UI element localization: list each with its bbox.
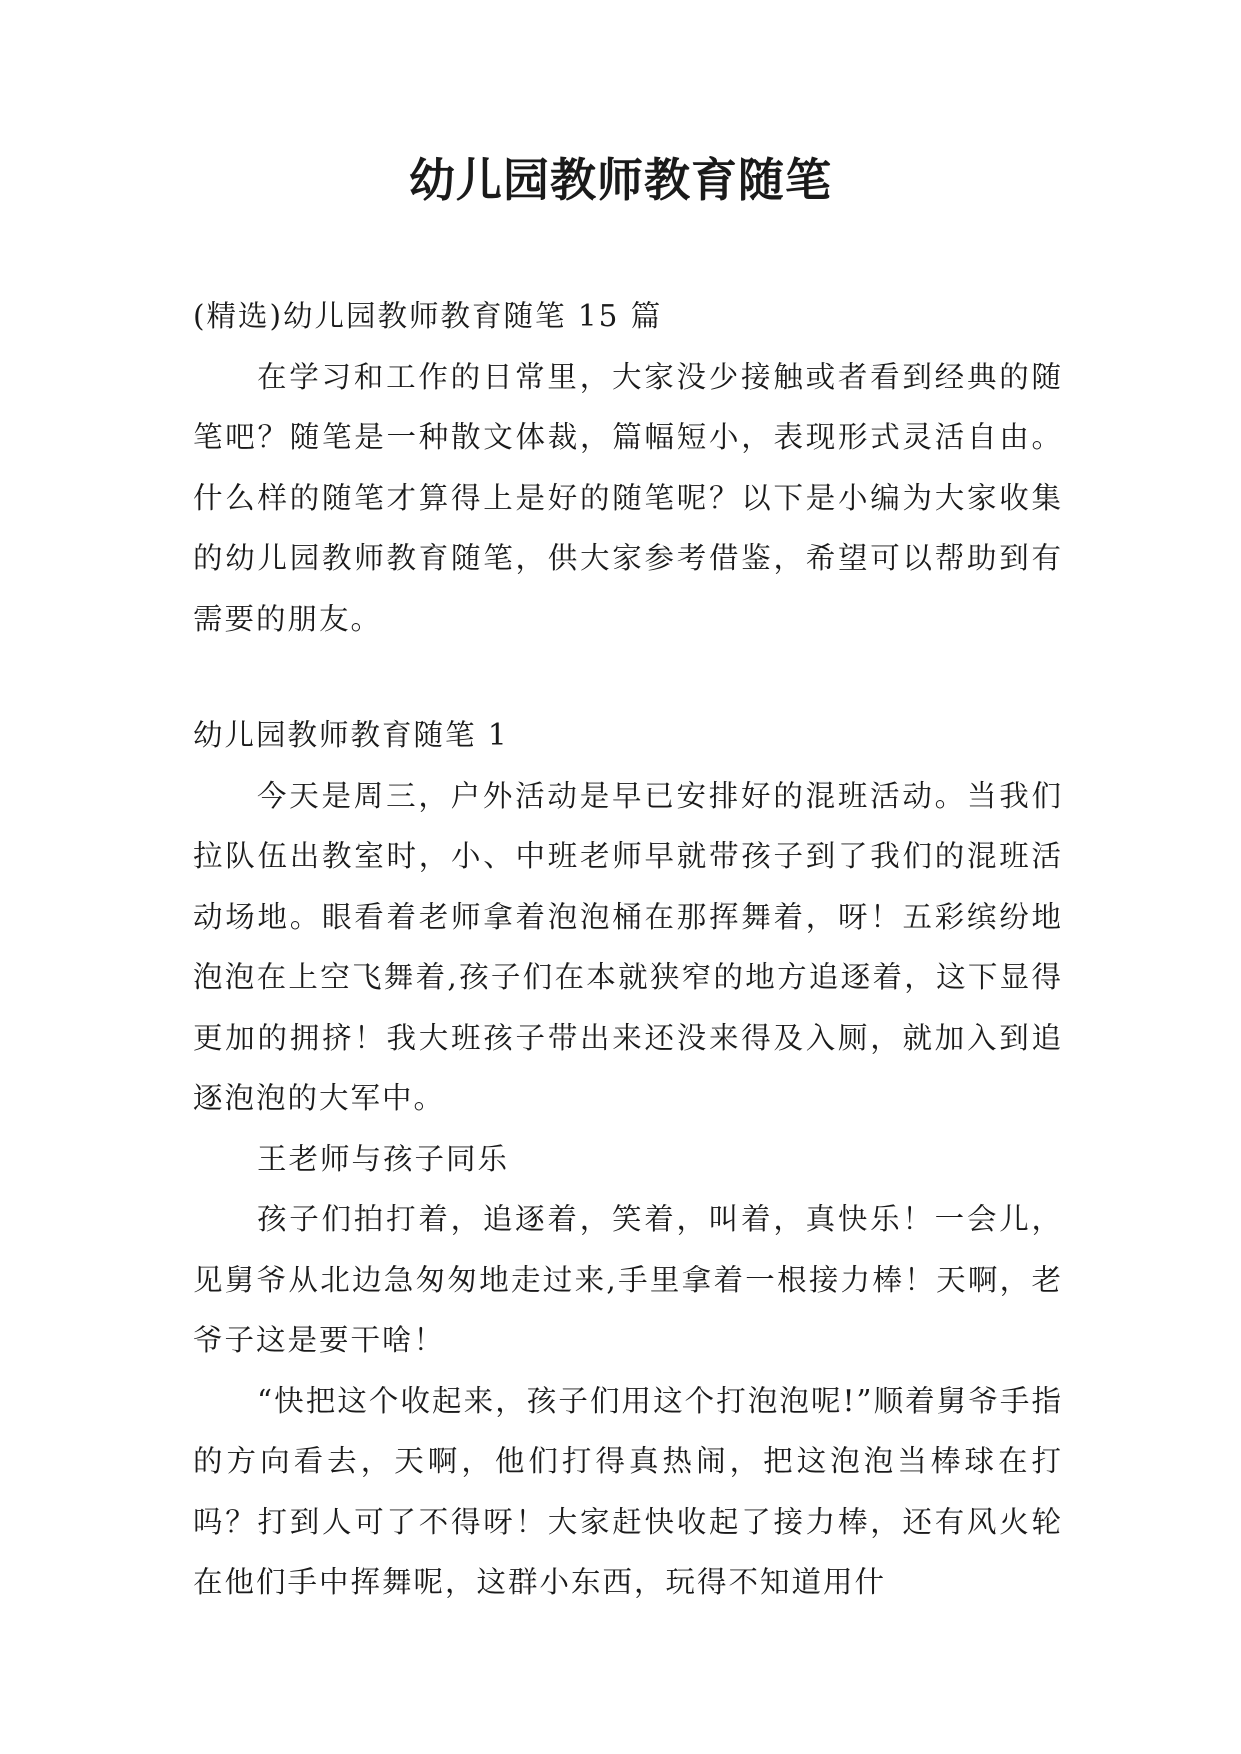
body-paragraph: 今天是周三，户外活动是早已安排好的混班活动。当我们拉队伍出教室时，小、中班老师早就带孩子到了我们的混班活动场地。眼看着老师拿着泡泡桶在那挥舞着，呀！五彩缤纷地泡泡在上空飞舞着,孩子们在本就狭窄的地方追逐着，这下显得更加的拥挤！我大班孩子带出来还没来得及入厕，就加入到追逐泡泡的大军中。: [193, 778, 1063, 1115]
document-title: 幼儿园教师教育随笔: [409, 153, 832, 207]
section-heading: 幼儿园教师教育随笔 1: [193, 718, 509, 752]
intro-heading: (精选)幼儿园教师教育随笔 15 篇: [193, 299, 663, 333]
body-paragraph: 王老师与孩子同乐: [257, 1141, 510, 1176]
body-paragraph: 孩子们拍打着，追逐着，笑着，叫着，真快乐！一会儿，见舅爷从北边急匆匆地走过来,手里拿着一根接力棒！天啊，老爷子这是要干啥！: [193, 1202, 1063, 1357]
document-body: [193, 286, 1063, 1613]
intro-paragraph: 在学习和工作的日常里，大家没少接触或者看到经典的随笔吧？随笔是一种散文体裁，篇幅短小，表现形式灵活自由。什么样的随笔才算得上是好的随笔呢？以下是小编为大家收集的幼儿园教师教育随笔，供大家参考借鉴，希望可以帮助到有需要的朋友。: [193, 359, 1063, 636]
body-paragraph: “快把这个收起来，孩子们用这个打泡泡呢!”顺着舅爷手指的方向看去，天啊，他们打得真热闹，把这泡泡当棒球在打吗？打到人可了不得呀！大家赶快收起了接力棒，还有风火轮在他们手中挥舞呢，这群小东西，玩得不知道用什: [193, 1383, 1063, 1599]
